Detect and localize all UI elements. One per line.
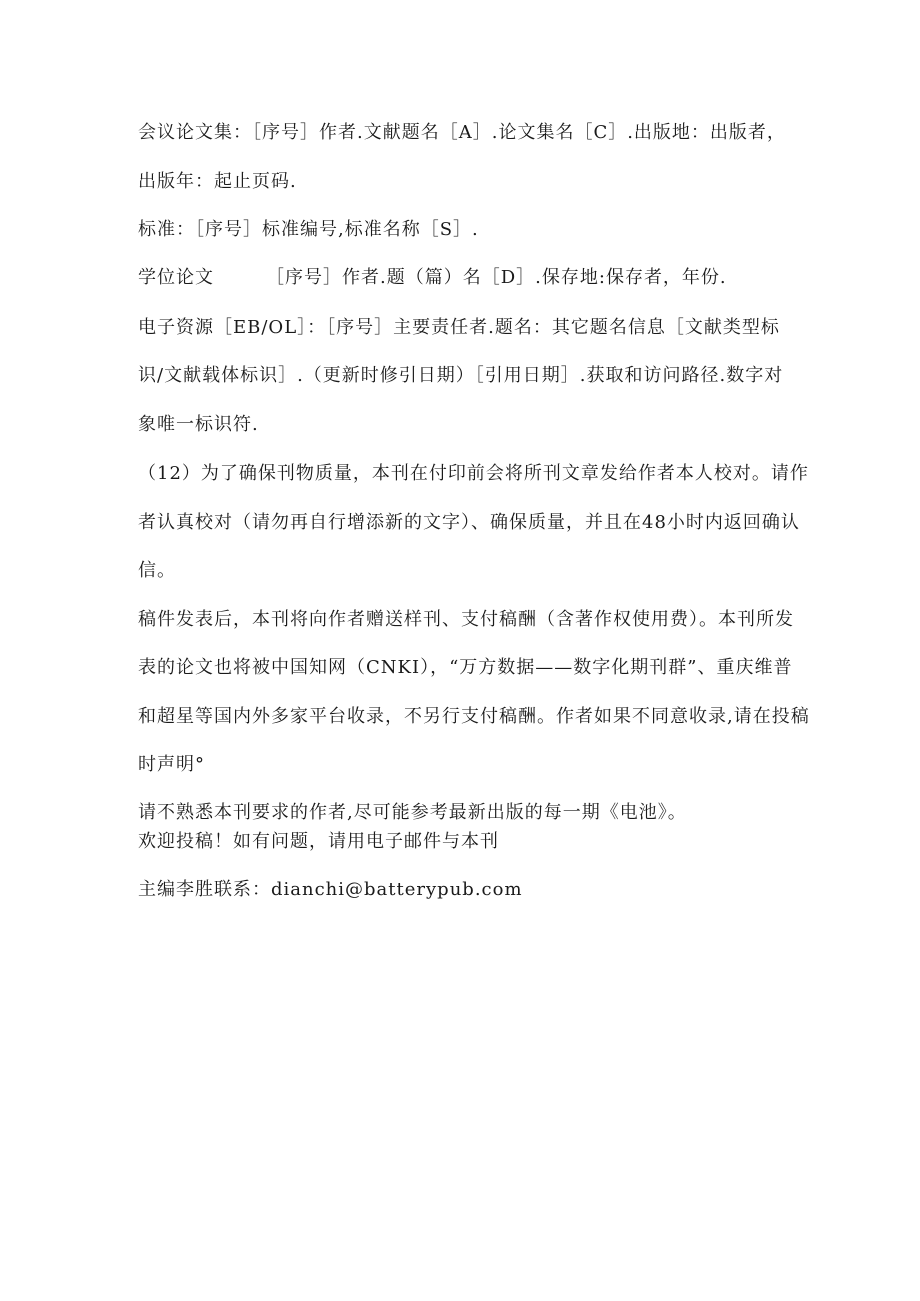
ref-electronic-line-1: 电子资源［EB/OL］：［序号］主要责任者.题名：其它题名信息［文献类型标: [138, 317, 780, 338]
proofreading-line-3: 信。: [138, 560, 176, 581]
closing-line-2: 欢迎投稿！如有问题，请用电子邮件与本刊: [138, 831, 499, 852]
contact-email-line: 主编李胜联系：dianchi@batterypub.com: [138, 879, 523, 900]
ref-thesis-text: ［序号］作者.题（篇）名［D］.保存地:保存者，年份.: [266, 267, 727, 288]
proofreading-line-1: （12）为了确保刊物质量，本刊在付印前会将所刊文章发给作者本人校对。请作: [138, 463, 809, 484]
ref-electronic-line-3: 象唯一标识符.: [138, 414, 259, 435]
royalty-line-4: 时声明°: [138, 754, 205, 775]
royalty-line-1: 稿件发表后，本刊将向作者赠送样刊、支付稿酬（含著作权使用费）。本刊所发: [138, 609, 794, 630]
royalty-line-3: 和超星等国内外多家平台收录，不另行支付稿酬。作者如果不同意收录,请在投稿: [138, 706, 810, 727]
royalty-line-2: 表的论文也将被中国知网（CNKI），“万方数据——数字化期刊群”、重庆维普: [138, 657, 793, 678]
proofreading-line-2: 者认真校对（请勿再自行增添新的文字）、确保质量，并且在48小时内返回确认: [138, 512, 800, 533]
ref-standard-line: 标准：［序号］标准编号,标准名称［S］.: [138, 219, 479, 240]
ref-thesis-line: [138, 269, 727, 287]
ref-conference-line-1: 会议论文集：［序号］作者.文献题名［A］.论文集名［C］.出版地：出版者，: [138, 122, 786, 143]
ref-electronic-line-2: 识/文献载体标识］.（更新时修引日期）［引用日期］.获取和访问路径.数字对: [138, 365, 784, 386]
ref-thesis-label: 学位论文: [138, 267, 214, 288]
ref-conference-line-2: 出版年：起止页码.: [138, 171, 297, 192]
closing-line-1: 请不熟悉本刊要求的作者,尽可能参考最新出版的每一期《电池》。: [138, 802, 687, 823]
